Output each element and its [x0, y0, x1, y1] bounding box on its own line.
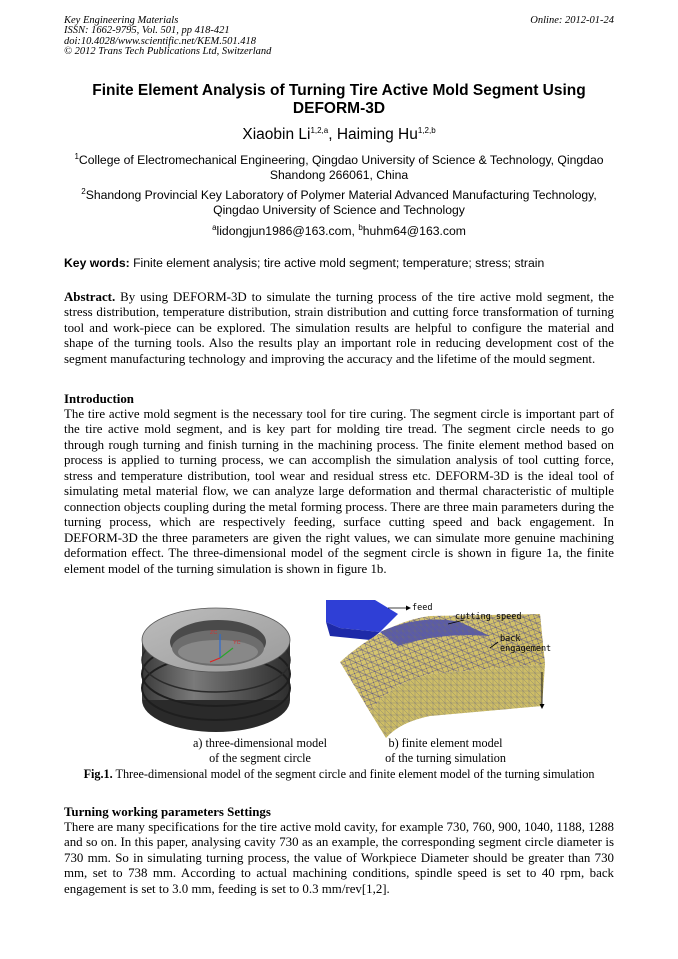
email-marker: a — [212, 223, 217, 232]
label-back: back — [500, 634, 521, 644]
figure-caption-text: Three-dimensional model of the segment circle and finite element model of the turning simulation — [112, 767, 595, 781]
affiliation-text: Shandong Provincial Key Laboratory of Polymer Material Advanced Manufacturing Technology, Qingdao University of Science and Technology — [85, 188, 597, 218]
online-date: Online: 2012-01-24 — [530, 15, 614, 26]
affiliation-2 — [64, 184, 614, 218]
author-line — [64, 121, 614, 145]
author-superscript: 1,2,b — [417, 126, 436, 135]
abstract — [64, 290, 614, 367]
figure-1 — [130, 592, 560, 740]
abstract-label: Abstract. — [64, 290, 116, 304]
segment-circle-model — [142, 608, 290, 732]
keywords-text: Finite element analysis; tire active mold segment; temperature; stress; strain — [129, 256, 545, 270]
label-engagement: engagement — [500, 644, 552, 654]
subcaption-b — [368, 736, 523, 766]
subcaption-a-line: of the segment circle — [209, 751, 311, 765]
email-address: lidongjun1986@163.com, — [216, 224, 359, 239]
label-feed: feed — [412, 603, 433, 613]
figure-caption — [64, 767, 614, 782]
affiliation-text: College of Electromechanical Engineering, Qingdao University of Science & Technology, Qingdao Shandong 266061, China — [78, 153, 604, 183]
journal-name: Key Engineering Materials — [64, 15, 179, 26]
subcaption-a-line: a) three-dimensional model — [192, 736, 327, 750]
email-line — [64, 220, 614, 239]
affiliation-marker: 2 — [81, 187, 86, 196]
author-separator: , — [328, 126, 337, 144]
issn-line: ISSN: 1662-9795, Vol. 501, pp 418-421 — [64, 25, 230, 37]
turning-parameters-paragraph: There are many specifications for the tire active mold cavity, for example 730, 760, 900, 1040, 1188, 1288 and so on. In this paper, analysing cavity 730 as an example, the corresponding segment circle diameter is 730 mm. So in simulating turning process, the value of Workpiece Diameter should be greater than 730 mm, set to 738 mm. According to actual machining conditions, spindle speed is set to 40 rpm, back engagement is set to 3.0 mm, feeding is set to 0.3 mm/rev[1,2]. — [64, 820, 614, 896]
axis-label-yc: YC — [233, 640, 241, 646]
subcaption-a — [175, 736, 345, 766]
section-heading-introduction: Introduction — [64, 392, 134, 406]
subcaption-b-line: of the turning simulation — [385, 751, 506, 765]
affiliation-marker: 1 — [74, 152, 79, 161]
label-cutting-speed: cutting speed — [455, 612, 522, 622]
keywords-label: Key words: — [64, 256, 130, 270]
author-name: Haiming Hu — [336, 126, 418, 144]
journal-header — [64, 16, 271, 57]
affiliation-1 — [64, 149, 614, 183]
finite-element-model — [326, 600, 551, 738]
abstract-text: By using DEFORM-3D to simulate the turning process of the tire active mold segment, the stress distribution, temperature distribution, strain distribution and cutting force transformation of turning tool and work-piece can be explored. The simulation results are helpful to configure the material and shape of the turning tools. Also the results play an important role in reducing development cost of the segment manufacturing technology and improving the accuracy and the lifetime of the mould segment. — [64, 290, 614, 366]
figure-caption-label: Fig.1. — [83, 767, 113, 781]
doi-line: doi:10.4028/www.scientific.net/KEM.501.418 — [64, 35, 256, 47]
email-marker: b — [358, 223, 363, 232]
copyright-line: © 2012 Trans Tech Publications Ltd, Switzerland — [64, 45, 272, 57]
email-address: huhm64@163.com — [362, 224, 466, 239]
subcaption-b-line: b) finite element model — [388, 736, 503, 750]
section-heading-turning-parameters: Turning working parameters Settings — [64, 805, 271, 819]
axis-label-zc: ZC — [210, 630, 218, 636]
keywords — [64, 256, 614, 271]
introduction-paragraph: The tire active mold segment is the necessary tool for tire curing. The segment circle is important part of the tire active mold segment, and is key part for molding tire tread. The segment circle needs to go through rough turning and finish turning in the machining process. The finite element method based on process is applied to turning process, we can accomplish the simulation analysis of tool cutting force, stress and temperature distribution, tool wear and residual stress etc. DEFORM-3D is the ideal tool of simulating metal material flow, we can analyze large deformation and thermal characteristic of multiple connection objects coupling during the metal forming process. There are three main parameters during the turning process, which are respectively feeding, surface cutting speed and back engagement. In DEFORM-3D the three parameters are given the right values, we can simulate more genuine machining deformation effect. The three-dimensional model of the segment circle is shown in figure 1a, the finite element model of the turning simulation is shown in figure 1b. — [64, 407, 614, 576]
author-superscript: 1,2,a — [310, 126, 329, 135]
paper-title: Finite Element Analysis of Turning Tire Active Mold Segment Using DEFORM-3D — [92, 82, 586, 117]
author-name: Xiaobin Li — [242, 126, 311, 144]
